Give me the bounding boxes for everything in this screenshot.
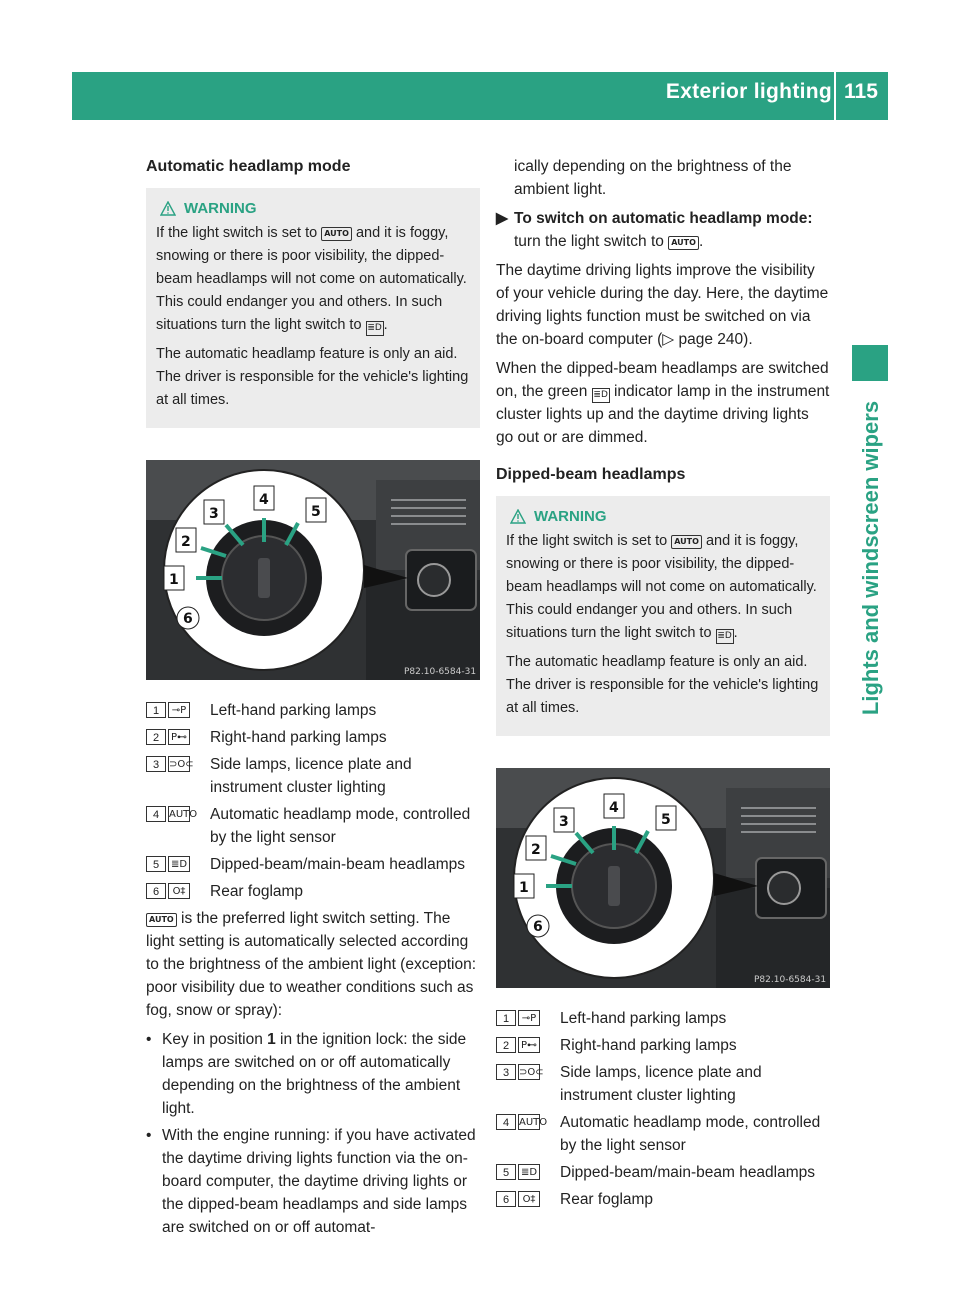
list-item: • Key in position 1 in the ignition lock: the side lamps are switched on or off automatically depending on the brightness of the ambient light. (146, 1031, 467, 1117)
warning-triangle-icon (510, 509, 526, 524)
legend-item (496, 1111, 830, 1157)
light-switch-symbol-icon: ⊸P (168, 702, 190, 718)
legend-item (496, 1034, 830, 1057)
light-switch-symbol-icon: ⊃O⊂ (168, 756, 190, 772)
light-switch-symbol-icon: P⊷ (168, 729, 190, 745)
legend-text: Side lamps, licence plate and instrument cluster lighting (560, 1064, 762, 1104)
svg-text:3: 3 (559, 814, 569, 830)
light-switch-symbol-icon: AUTO (518, 1114, 540, 1130)
paragraph: The daytime driving lights improve the visibility of your vehicle during the day. Here, the daytime driving lights function must be switched on via the on-board computer (▷ page 240). (496, 262, 829, 348)
light-switch-symbol-icon: ≣D (518, 1164, 540, 1180)
callout-number: 2 (146, 729, 166, 745)
callout-number: 3 (146, 756, 166, 772)
light-switch-photo (146, 460, 480, 680)
svg-text:1: 1 (519, 880, 529, 896)
header-divider (834, 72, 836, 120)
legend-item (146, 753, 480, 799)
svg-text:P82.10-6584-31: P82.10-6584-31 (754, 975, 827, 985)
legend-text: Left-hand parking lamps (210, 702, 377, 719)
action-step: ▶ To switch on automatic headlamp mode: turn the light switch to AUTO . (496, 207, 830, 253)
dipped-beam-icon: ≣D (716, 629, 734, 644)
continued-text: ically depending on the brightness of the ambient light. (514, 158, 792, 198)
legend-text: Right-hand parking lamps (560, 1037, 737, 1054)
warning-box: WARNING If the light switch is set to AUTO and it is foggy, snowing or there is poor visibility, the dipped-beam headlamps will not come on automatically. This could endanger you and others. In such situations turn the light switch to ≣D . The automatic headlamp feature is only an aid. The driver is responsible for the vehicle's lighting at all times. (146, 188, 480, 428)
section-heading: Dipped-beam headlamps (496, 466, 686, 483)
left-column: Automatic headlamp mode WARNING If the light switch is set to AUTO and it is foggy, snowing or there is poor visibility, the dipped-beam headlamps will not come on automatically. This could endanger you and others. In such situations turn the light switch to ≣D . The automatic headlamp feature is only an aid. The driver is responsible for the vehicle's lighting at all times. 4 3 5 2 1 6 P82.10-6584-31 1 ⊸P Left-hand parking lamps 2 P⊷ Right-hand parking lamps 3 ⊃O⊂ Side lamps, licence plate and instrument cluster lighting 4 AUTO Automatic headlamp mode, controlled by the light sensor 5 ≣D Dipped-beam/main-beam headlamps 6 O‡ Rear foglamp AUTO is the preferred light switch setting. The light setting is automatically selected according to the brightness of the ambient light (exception: poor visibility due to weather conditions such as fog, snow or spray): • Key in position 1 in the ignition lock: the side lamps are switched on or off automatically depending on the brightness of the ambient light. • With the engine running: if you have activated the daytime driving lights function via the on-board computer, the daytime driving lights or the dipped-beam headlamps and side lamps are switched on or off automat- (146, 155, 480, 1243)
warning-triangle-icon (160, 201, 176, 216)
warning-title: WARNING (184, 200, 257, 217)
legend-item (496, 1188, 830, 1211)
arrow-icon: ▶ (496, 210, 508, 227)
svg-text:4: 4 (609, 800, 619, 816)
callout-number: 3 (496, 1064, 516, 1080)
svg-text:3: 3 (209, 506, 219, 522)
legend-item (146, 880, 480, 903)
callout-number: 5 (146, 856, 166, 872)
legend-text: Side lamps, licence plate and instrument cluster lighting (210, 756, 412, 796)
legend-item (496, 1007, 830, 1030)
legend-list (496, 1007, 830, 1211)
callout-number: 2 (496, 1037, 516, 1053)
callout-number: 4 (146, 806, 166, 822)
auto-icon: AUTO (668, 236, 699, 250)
legend-text: Dipped-beam/main-beam headlamps (560, 1164, 816, 1181)
light-switch-symbol-icon: O‡ (518, 1191, 540, 1207)
legend-text: Automatic headlamp mode, controlled by the light sensor (210, 806, 471, 846)
legend-item (496, 1061, 830, 1107)
callout-number: 5 (496, 1164, 516, 1180)
light-switch-symbol-icon: ≣D (168, 856, 190, 872)
legend-text: Dipped-beam/main-beam headlamps (210, 856, 466, 873)
callout-number: 6 (496, 1191, 516, 1207)
legend-item (146, 803, 480, 849)
callout-number: 4 (496, 1114, 516, 1130)
legend-text: Rear foglamp (210, 883, 304, 900)
auto-icon: AUTO (321, 227, 352, 241)
warning-box: WARNING If the light switch is set to AUTO and it is foggy, snowing or there is poor visibility, the dipped-beam headlamps will not come on automatically. This could endanger you and others. In such situations turn the light switch to ≣D . The automatic headlamp feature is only an aid. The driver is responsible for the vehicle's lighting at all times. (496, 496, 830, 736)
svg-text:5: 5 (311, 504, 321, 520)
light-switch-photo (496, 768, 830, 988)
light-switch-symbol-icon: ⊃O⊂ (518, 1064, 540, 1080)
warning-note: The automatic headlamp feature is only an aid. The driver is responsible for the vehicle's lighting at all times. (506, 654, 819, 716)
dipped-beam-icon: ≣D (366, 321, 384, 336)
svg-text:2: 2 (531, 842, 541, 858)
auto-icon: AUTO (146, 913, 177, 927)
warning-note: The automatic headlamp feature is only an aid. The driver is responsible for the vehicle's lighting at all times. (156, 346, 469, 408)
svg-text:5: 5 (661, 812, 671, 828)
svg-text:4: 4 (259, 492, 269, 508)
right-column: ically depending on the brightness of the ambient light. ▶ To switch on automatic headlamp mode: turn the light switch to AUTO . The daytime driving lights improve the visibility of your vehicle during the day. Here, the daytime driving lights function must be switched on via the on-board computer (▷ page 240). When the dipped-beam headlamps are switched on, the green ≣D indicator lamp in the instrument cluster lights up and the daytime driving lights go out or are dimmed. Dipped-beam headlamps WARNING If the light switch is set to AUTO and it is foggy, snowing or there is poor visibility, the dipped-beam headlamps will not come on automatically. This could endanger you and others. In such situations turn the light switch to ≣D . The automatic headlamp feature is only an aid. The driver is responsible for the vehicle's lighting at all times. 4 3 5 2 1 6 P82.10-6584-31 1 ⊸P Left-hand parking lamps 2 P⊷ Right-hand parking lamps 3 ⊃O⊂ Side lamps, licence plate and instrument cluster lighting 4 AUTO Automatic headlamp mode, controlled by the light sensor 5 ≣D Dipped-beam/main-beam headlamps 6 O‡ Rear foglamp (496, 155, 830, 1215)
light-switch-symbol-icon: P⊷ (518, 1037, 540, 1053)
light-switch-symbol-icon: O‡ (168, 883, 190, 899)
section-heading: Automatic headlamp mode (146, 158, 351, 175)
legend-list (146, 699, 480, 903)
light-switch-symbol-icon: AUTO (168, 806, 190, 822)
side-tab-marker (852, 345, 888, 381)
svg-text:P82.10-6584-31: P82.10-6584-31 (404, 667, 477, 677)
svg-text:1: 1 (169, 572, 179, 588)
legend-item (496, 1161, 830, 1184)
svg-text:6: 6 (183, 611, 193, 627)
side-section-label: Lights and windscreen wipers (858, 400, 883, 716)
legend-text: Right-hand parking lamps (210, 729, 387, 746)
svg-text:2: 2 (181, 534, 191, 550)
light-switch-symbol-icon: ⊸P (518, 1010, 540, 1026)
list-item: • With the engine running: if you have activated the daytime driving lights function via the on-board computer, the daytime driving lights or the dipped-beam headlamps and side lamps are switched on or off automat- (146, 1127, 476, 1236)
legend-item (146, 726, 480, 749)
page-number: 115 (844, 80, 878, 103)
legend-text: Left-hand parking lamps (560, 1010, 727, 1027)
legend-item (146, 853, 480, 876)
warning-title: WARNING (534, 508, 607, 525)
dipped-beam-icon: ≣D (592, 388, 610, 403)
callout-number: 1 (496, 1010, 516, 1026)
legend-item (146, 699, 480, 722)
legend-text: Automatic headlamp mode, controlled by the light sensor (560, 1114, 821, 1154)
auto-icon: AUTO (671, 535, 702, 549)
callout-number: 1 (146, 702, 166, 718)
page-title: Exterior lighting (665, 80, 832, 103)
svg-text:6: 6 (533, 919, 543, 935)
legend-text: Rear foglamp (560, 1191, 654, 1208)
callout-number: 6 (146, 883, 166, 899)
